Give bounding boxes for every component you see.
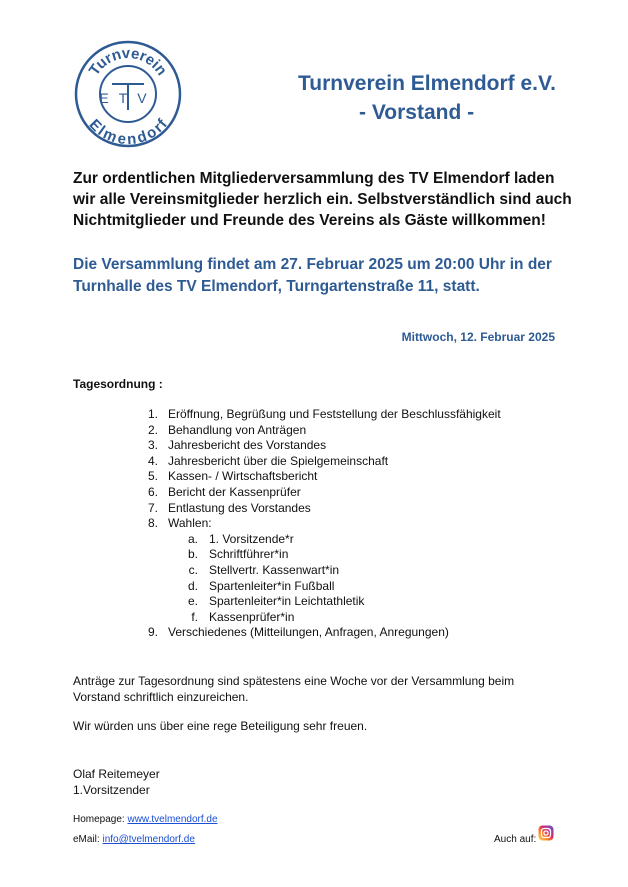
footer-email — [73, 834, 195, 845]
club-logo — [74, 40, 182, 148]
agenda-item-text: Jahresbericht über die Spielgemeinschaft — [168, 453, 389, 468]
agenda-item-number: 6. — [147, 484, 158, 499]
agenda-subitem — [0, 594, 628, 610]
meeting-line: Turnhalle des TV Elmendorf, Turngartenstraße 11, statt. — [73, 278, 480, 295]
agenda-item-number: d. — [187, 578, 198, 593]
org-subtitle: - Vorstand - — [359, 101, 475, 124]
email-link[interactable]: info@tvelmendorf.de — [102, 834, 195, 845]
agenda-subitem — [0, 579, 628, 595]
agenda-subitem — [0, 532, 628, 548]
agenda-item-number: 1. — [147, 407, 158, 421]
agenda-item-text: Jahresbericht des Vorstandes — [168, 438, 327, 453]
footer-homepage — [73, 814, 218, 825]
agenda-item — [0, 407, 628, 423]
agenda-item-text: Entlastung des Vorstandes — [168, 500, 311, 515]
agenda-item-text: Behandlung von Anträgen — [168, 422, 307, 437]
agenda-item-text: Verschiedenes (Mitteilungen, Anfragen, Anregungen) — [168, 625, 449, 640]
svg-text:Elmendorf — [85, 116, 171, 148]
agenda-item-number: 8. — [147, 516, 158, 531]
agenda-item-text: Kassen- / Wirtschaftsbericht — [168, 469, 318, 484]
signature — [73, 766, 160, 798]
signature-name: Olaf Reitemeyer — [73, 767, 160, 781]
agenda-item-text: Spartenleiter*in Leichtathletik — [209, 594, 365, 609]
agenda-item — [0, 516, 628, 532]
agenda-item-number: e. — [187, 594, 198, 609]
agenda-item — [0, 454, 628, 470]
signature-role: 1.Vorsitzender — [73, 783, 150, 797]
agenda-list — [0, 407, 628, 641]
agenda-item-number: a. — [187, 531, 198, 546]
agenda-item — [0, 423, 628, 439]
agenda-item-number: 9. — [147, 625, 158, 640]
agenda-item — [0, 485, 628, 501]
agenda-item-number: 3. — [147, 438, 158, 453]
social-label: Auch auf: — [494, 834, 537, 845]
homepage-label: Homepage: — [73, 814, 125, 825]
agenda-item-number: c. — [188, 562, 198, 577]
meeting-info — [73, 254, 573, 298]
agenda-item-text: Spartenleiter*in Fußball — [209, 578, 335, 593]
agenda-item — [0, 438, 628, 454]
agenda-item — [0, 625, 628, 641]
agenda-item — [0, 469, 628, 485]
agenda-item-number: 5. — [147, 469, 158, 484]
agenda-title: Tagesordnung : — [73, 377, 163, 391]
agenda-item-number: 4. — [147, 453, 158, 468]
intro-line: Nichtmitglieder und Freunde des Vereins als Gäste willkommen! — [73, 212, 546, 229]
agenda-item-number: b. — [187, 547, 198, 562]
agenda-item-number: 2. — [147, 422, 158, 437]
email-label: eMail: — [73, 834, 100, 845]
meeting-line: Die Versammlung findet am 27. Februar 2025 um 20:00 Uhr in der — [73, 256, 552, 273]
agenda-subitem — [0, 610, 628, 626]
agenda-item-text: Kassenprüfer*in — [209, 609, 295, 624]
agenda-item-text: Schriftführer*in — [209, 547, 289, 562]
agenda-item-text: Bericht der Kassenprüfer — [168, 484, 301, 499]
logo-text-bottom: Elmendorf — [85, 116, 172, 148]
agenda-item — [0, 501, 628, 517]
agenda-item-number: f. — [191, 609, 198, 624]
thanks-text: Wir würden uns über eine rege Beteiligung sehr freuen. — [73, 719, 368, 733]
logo-initials: ETV — [99, 90, 157, 106]
org-title: Turnverein Elmendorf e.V. — [298, 72, 556, 95]
agenda-item-text: Wahlen: — [168, 516, 212, 531]
agenda-subitem — [0, 547, 628, 563]
agenda-subitem — [0, 563, 628, 579]
logo-text-top: Turnverein — [85, 44, 171, 79]
agenda-item-text: Eröffnung, Begrüßung und Feststellung der Beschlussfähigkeit — [168, 407, 501, 421]
agenda-item-text: 1. Vorsitzende*r — [209, 531, 294, 546]
intro-line: wir alle Vereinsmitglieder herzlich ein. Selbstverständlich sind auch — [73, 191, 572, 208]
instagram-icon[interactable] — [538, 825, 554, 841]
agenda-item-text: Stellvertr. Kassenwart*in — [209, 562, 340, 577]
intro-paragraph — [73, 168, 573, 231]
agenda-item-number: 7. — [147, 500, 158, 515]
letter-date: Mittwoch, 12. Februar 2025 — [401, 330, 555, 344]
homepage-link[interactable]: www.tvelmendorf.de — [127, 814, 218, 825]
intro-line: Zur ordentlichen Mitgliederversammlung des TV Elmendorf laden — [73, 170, 555, 187]
submission-note: Anträge zur Tagesordnung sind spätestens eine Woche vor der Versammlung beim Vorstand schriftlich einzureichen. — [73, 674, 515, 704]
